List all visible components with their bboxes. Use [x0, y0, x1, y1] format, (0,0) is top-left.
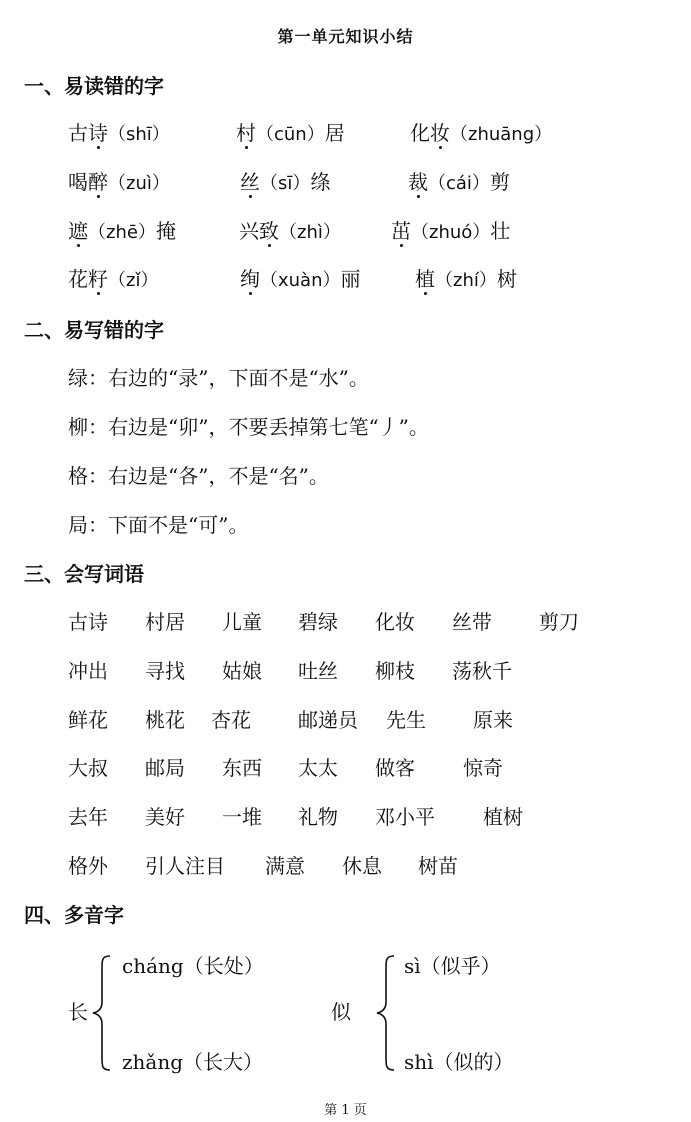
- vocabulary-word: 冲出: [68, 659, 108, 683]
- pronunciation-item: 植（zhí）树: [415, 263, 517, 292]
- vocabulary-word: 太太: [298, 756, 338, 780]
- section-heading-pronunciation: 一、易读错的字: [24, 74, 164, 98]
- vocabulary-word: 杏花: [211, 708, 251, 732]
- vocabulary-word: 树苗: [418, 854, 458, 878]
- emphasis-char: 茁: [391, 215, 411, 244]
- section-heading-polyphones: 四、多音字: [24, 903, 124, 927]
- pronunciation-item: 化妆（zhuāng）: [410, 117, 552, 146]
- vocabulary-word: 原来: [473, 708, 513, 732]
- vocabulary-word: 化妆: [375, 610, 415, 634]
- emphasis-char: 遮: [68, 215, 88, 244]
- vocabulary-word: 先生: [386, 708, 426, 732]
- section-heading-writing: 二、易写错的字: [24, 318, 164, 342]
- pronunciation-item: 古诗（shī）: [68, 117, 170, 146]
- polyphone-char: 似: [331, 1000, 351, 1024]
- vocabulary-word: 满意: [265, 854, 305, 878]
- page-number: 第 1 页: [324, 1103, 367, 1118]
- writing-note: 局：下面不是“可”。: [68, 513, 249, 537]
- polyphone-reading: sì（似乎）: [404, 954, 501, 978]
- writing-note: 格：右边是“各”，不是“名”。: [68, 464, 329, 488]
- polyphone-reading: cháng（长处）: [122, 954, 264, 978]
- vocabulary-word: 桃花: [145, 708, 185, 732]
- section-heading-vocabulary: 三、会写词语: [24, 562, 144, 586]
- vocabulary-word: 礼物: [298, 805, 338, 829]
- vocabulary-word: 荡秋千: [452, 659, 512, 683]
- vocabulary-word: 古诗: [68, 610, 108, 634]
- vocabulary-word: 碧绿: [298, 610, 338, 634]
- vocabulary-word: 植树: [483, 805, 523, 829]
- vocabulary-word: 村居: [145, 610, 185, 634]
- writing-note: 绿：右边的“录”，下面不是“水”。: [68, 366, 369, 390]
- pronunciation-item: 裁（cái）剪: [408, 166, 510, 195]
- pronunciation-item: 茁（zhuó）壮: [391, 215, 510, 244]
- vocabulary-word: 引人注目: [145, 854, 225, 878]
- vocabulary-word: 姑娘: [222, 659, 262, 683]
- pronunciation-item: 遮（zhē）掩: [68, 215, 176, 244]
- vocabulary-word: 寻找: [145, 659, 185, 683]
- vocabulary-word: 美好: [145, 805, 185, 829]
- pronunciation-item: 喝醉（zuì）: [68, 166, 170, 195]
- polyphone-reading: zhǎng（长大）: [122, 1050, 264, 1074]
- emphasis-char: 籽: [88, 263, 108, 292]
- left-brace-icon: [374, 954, 400, 1072]
- vocabulary-word: 格外: [68, 854, 108, 878]
- pronunciation-item: 丝（sī）绦: [240, 166, 330, 195]
- vocabulary-word: 柳枝: [375, 659, 415, 683]
- emphasis-char: 绚: [240, 263, 260, 292]
- polyphone-char: 长: [68, 1000, 88, 1024]
- emphasis-char: 妆: [430, 117, 450, 146]
- vocabulary-word: 一堆: [222, 805, 262, 829]
- emphasis-char: 裁: [408, 166, 428, 195]
- vocabulary-word: 吐丝: [298, 659, 338, 683]
- pronunciation-item: 兴致（zhì）: [239, 215, 341, 244]
- vocabulary-word: 鲜花: [68, 708, 108, 732]
- vocabulary-word: 大叔: [68, 756, 108, 780]
- emphasis-char: 醉: [88, 166, 108, 195]
- vocabulary-word: 休息: [342, 854, 382, 878]
- vocabulary-word: 邮递员: [298, 708, 358, 732]
- vocabulary-word: 东西: [222, 756, 262, 780]
- page-title: 第一单元知识小结: [277, 27, 414, 46]
- polyphone-reading: shì（似的）: [404, 1050, 514, 1074]
- vocabulary-word: 做客: [375, 756, 415, 780]
- emphasis-char: 诗: [88, 117, 108, 146]
- writing-note: 柳：右边是“卯”，不要丢掉第七笔“丿”。: [68, 415, 429, 439]
- vocabulary-word: 剪刀: [539, 610, 579, 634]
- vocabulary-word: 丝带: [452, 610, 492, 634]
- vocabulary-word: 惊奇: [463, 756, 503, 780]
- pronunciation-item: 绚（xuàn）丽: [240, 263, 361, 292]
- emphasis-char: 植: [415, 263, 435, 292]
- pronunciation-item: 村（cūn）居: [236, 117, 345, 146]
- vocabulary-word: 邓小平: [375, 805, 435, 829]
- vocabulary-word: 去年: [68, 805, 108, 829]
- pronunciation-item: 花籽（zǐ）: [68, 263, 158, 292]
- emphasis-char: 丝: [240, 166, 260, 195]
- vocabulary-word: 邮局: [145, 756, 185, 780]
- left-brace-icon: [90, 954, 116, 1072]
- emphasis-char: 致: [259, 215, 279, 244]
- vocabulary-word: 儿童: [222, 610, 262, 634]
- emphasis-char: 村: [236, 117, 256, 146]
